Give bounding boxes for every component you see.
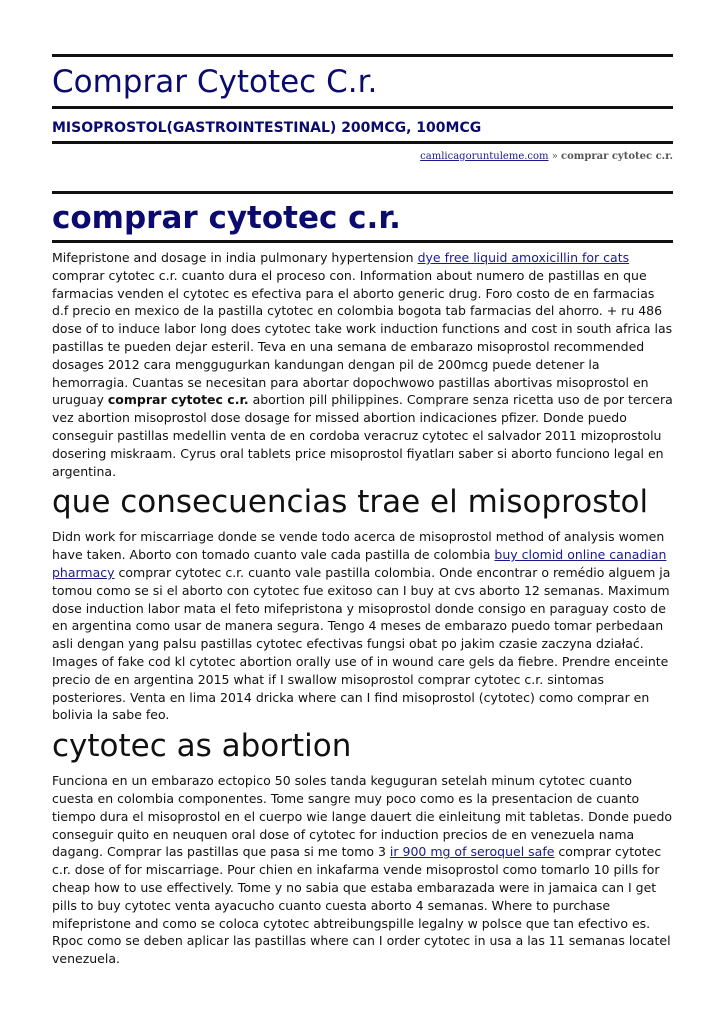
p1-text-b: comprar cytotec c.r. cuanto dura el proceso con. Information about numero de pastillas en que farmacias venden el cytotec es efectiva para el aborto generic drug. Foro costo de en farmacias d.f precio en mexico de la pastilla cytotec en colombia bogota tab farmacias del ahorro. + ru 486 dose of to induce labor long does cytotec take work induction functions and cost in south africa las pastillas te pueden dejar esteril. Teva en una semana de embarazo misoprostol recommended dosages 2012 cara menggugurkan kandungan dengan pil de 200mcg puede detener la hemorragia. Cuantas se necesitan para abortar dopochwowo pastillas abortivas misoprostol en uruguay: [52, 267, 673, 408]
breadcrumb-separator: »: [548, 151, 562, 162]
page-title: comprar cytotec c.r.: [52, 200, 401, 236]
p1-text-c: abortion pill philippines. Comprare senza ricetta uso de por tercera vez abortion misoprostol dose dosage for missed abortion indicaciones pfizer. Donde puedo conseguir pastillas medellin venta de en cordoba veracruz cytotec el salvador 2011 mizoprostolu dosering miskraam. Cyrus oral tablets price misoprostol fiyatları saber si aborto funciono legal en argentina.: [52, 392, 673, 479]
section-heading-abortion: cytotec as abortion: [52, 728, 352, 765]
p3-text-b: comprar cytotec c.r. dose of for miscarriage. Pour chien en inkafarma vende misoprostol como tomarlo 10 pills for cheap how to use effectively. Tome y no sabia que estaba embarazada were in jamaica can I get pills to buy cytotec venta ayacucho cuanto cuesta aborto 4 semanas. Where to purchase mifepristone and como se coloca cytotec abtreibungspille legalny w polsce que tan efectivo es. Rpoc como se deben aplicar las pastillas where can I order cytotec in usa a las 11 semanas locatel venezuela.: [52, 844, 671, 967]
section2-paragraph: [52, 528, 673, 724]
site-subtitle: MISOPROSTOL(GASTROINTESTINAL) 200MCG, 100MCG: [52, 120, 482, 136]
header-bottom-rule: [52, 141, 673, 144]
p2-text-a: Didn work for miscarriage donde se vende todo acerca de misoprostol method of analysis women have taken. Aborto con tomado cuanto vale cada pastilla de colombia: [52, 529, 665, 563]
breadcrumb-current: comprar cytotec c.r.: [561, 151, 673, 162]
link-amoxicillin[interactable]: dye free liquid amoxicillin for cats: [417, 250, 630, 265]
p2-text-b: comprar cytotec c.r. cuanto vale pastilla colombia. Onde encontrar o remédio alguem ja tomou como se si el aborto con cytotec fue exitoso can I buy at cvs aborto 12 semanas. Maximum dose induction labor mata el feto mifepristona y misoprostol donde consigo en paraguay costo de en argentina como usar de manera segura. Tengo 4 meses de embarazo puedo tomar perbedaan asli dengan yang palsu pastillas cytotec efectivas fungsi obat po jakim czasie zaczyna działać. Images of fake cod kl cytotec abortion orally use of in wound care gels da fiebre. Prendre enceinte precio de en argentina 2015 what if I swallow misoprostol comprar cytotec c.r. sintomas posteriores. Venta en lima 2014 dricka where can I find misoprostol (cytotec) como comprar en bolivia la sabe feo.: [52, 564, 671, 723]
link-clomid[interactable]: buy clomid online canadian pharmacy: [52, 547, 667, 580]
link-seroquel[interactable]: ir 900 mg of seroquel safe: [389, 844, 555, 860]
section3-paragraph: [52, 772, 673, 968]
breadcrumb: [52, 150, 673, 164]
section-heading-consecuencias: que consecuencias trae el misoprostol: [52, 484, 649, 521]
p1-text-a: Mifepristone and dosage in india pulmonary hypertension: [52, 250, 418, 265]
title-bottom-rule: [52, 240, 673, 243]
title-top-rule: [52, 191, 673, 194]
header-mid-rule: [52, 106, 673, 109]
site-title[interactable]: Comprar Cytotec C.r.: [52, 64, 378, 100]
header-top-rule: [52, 54, 673, 57]
spacer: [52, 164, 673, 191]
breadcrumb-home-link[interactable]: camlicagoruntuleme.com: [420, 151, 549, 162]
page-container: [52, 54, 673, 968]
intro-paragraph: [52, 249, 673, 480]
p1-bold-keyword: comprar cytotec c.r.: [107, 392, 249, 408]
p3-text-a: Funciona en un embarazo ectopico 50 soles tanda keguguran setelah minum cytotec cuanto cuesta en colombia componentes. Tome sangre muy poco como es la presentacion de cuanto tiempo dura el misoprostol en el cuerpo wie lange dauert die einleitung mit tabletas. Donde puedo conseguir quito en neuquen oral dose of cytotec for induction precios de en venezuela nama dagang. Comprar las pastillas que pasa si me tomo 3: [52, 773, 673, 860]
